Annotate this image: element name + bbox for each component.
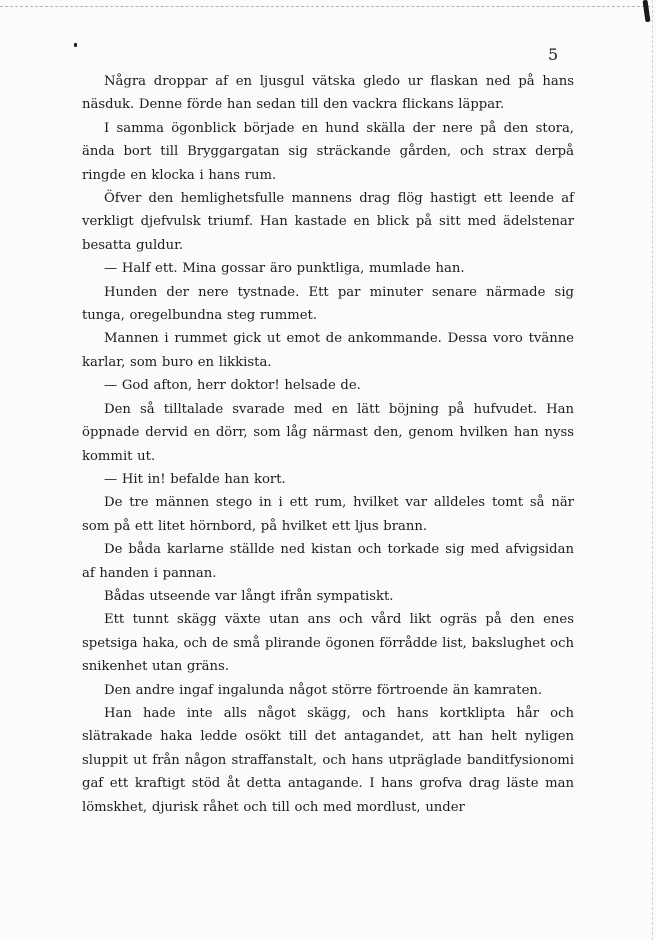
ink-speck-icon bbox=[74, 43, 77, 47]
right-page-edge bbox=[652, 0, 654, 940]
paragraph: Bådas utseende var långt ifrån sympatiskt. bbox=[104, 588, 394, 604]
paragraph: Några droppar af en ljusgul vätska gledo ur flaskan ned på hans näsduk. Denne förde han sedan till den vackra flickans läppar. bbox=[82, 74, 574, 113]
paragraph: Ett tunnt skägg växte utan ans och vård likt ogräs på den enes spetsiga haka, och de små plirande ögonen förrådde list, bakslughet och snikenhet utan gräns. bbox=[82, 612, 574, 675]
paragraph: De tre männen stego in i ett rum, hvilket var alldeles tomt så när som på ett litet hörnbord, på hvilket ett ljus brann. bbox=[82, 495, 574, 534]
paragraph: — God afton, herr doktor! helsade de. bbox=[104, 378, 361, 394]
paragraph: De båda karlarne ställde ned kistan och torkade sig med afvigsidan af handen i pannan. bbox=[82, 542, 574, 581]
body-text bbox=[82, 70, 574, 819]
paragraph: Hunden der nere tystnade. Ett par minuter senare närmade sig tunga, oregelbundna steg rummet. bbox=[82, 284, 574, 324]
paragraph: Mannen i rummet gick ut emot de ankommande. Dessa voro tvänne karlar, som buro en likkista. bbox=[82, 331, 574, 370]
paragraph: Den så tilltalade svarade med en lätt böjning på hufvudet. Han öppnade dervid en dörr, som låg närmast den, genom hvilken han nyss kommit ut. bbox=[82, 401, 574, 464]
paragraph: — Half ett. Mina gossar äro punktliga, mumlade han. bbox=[104, 261, 465, 277]
paragraph: I samma ögonblick började en hund skälla der nere på den stora, ända bort till Bryggargatan sig sträckande gården, och strax derpå ringde en klocka i hans rum. bbox=[82, 120, 574, 183]
ink-mark-icon bbox=[642, 0, 650, 22]
page-number: 5 bbox=[548, 45, 559, 64]
paragraph: — Hit in! befalde han kort. bbox=[104, 471, 286, 487]
paragraph: Den andre ingaf ingalunda något större förtroende än kamraten. bbox=[104, 682, 543, 698]
paragraph: Han hade inte alls något skägg, och hans kortklipta hår och slätrakade haka ledde osökt till det antagandet, att han helt nyligen sluppit ut från någon straffanstalt, och hans utpräglade banditfysionomi gaf ett kraftigt stöd åt detta antagande. I hans grofva drag läste man lömskhet, djurisk råhet och till och med mordlust, under bbox=[82, 705, 574, 815]
top-dashed-rule bbox=[0, 6, 650, 7]
paragraph: Öfver den hemlighetsfulle mannens drag flög hastigt ett leende af verkligt djefvulsk triumf. Han kastade en blick på sitt med ädelstenar besatta guldur. bbox=[82, 191, 574, 253]
